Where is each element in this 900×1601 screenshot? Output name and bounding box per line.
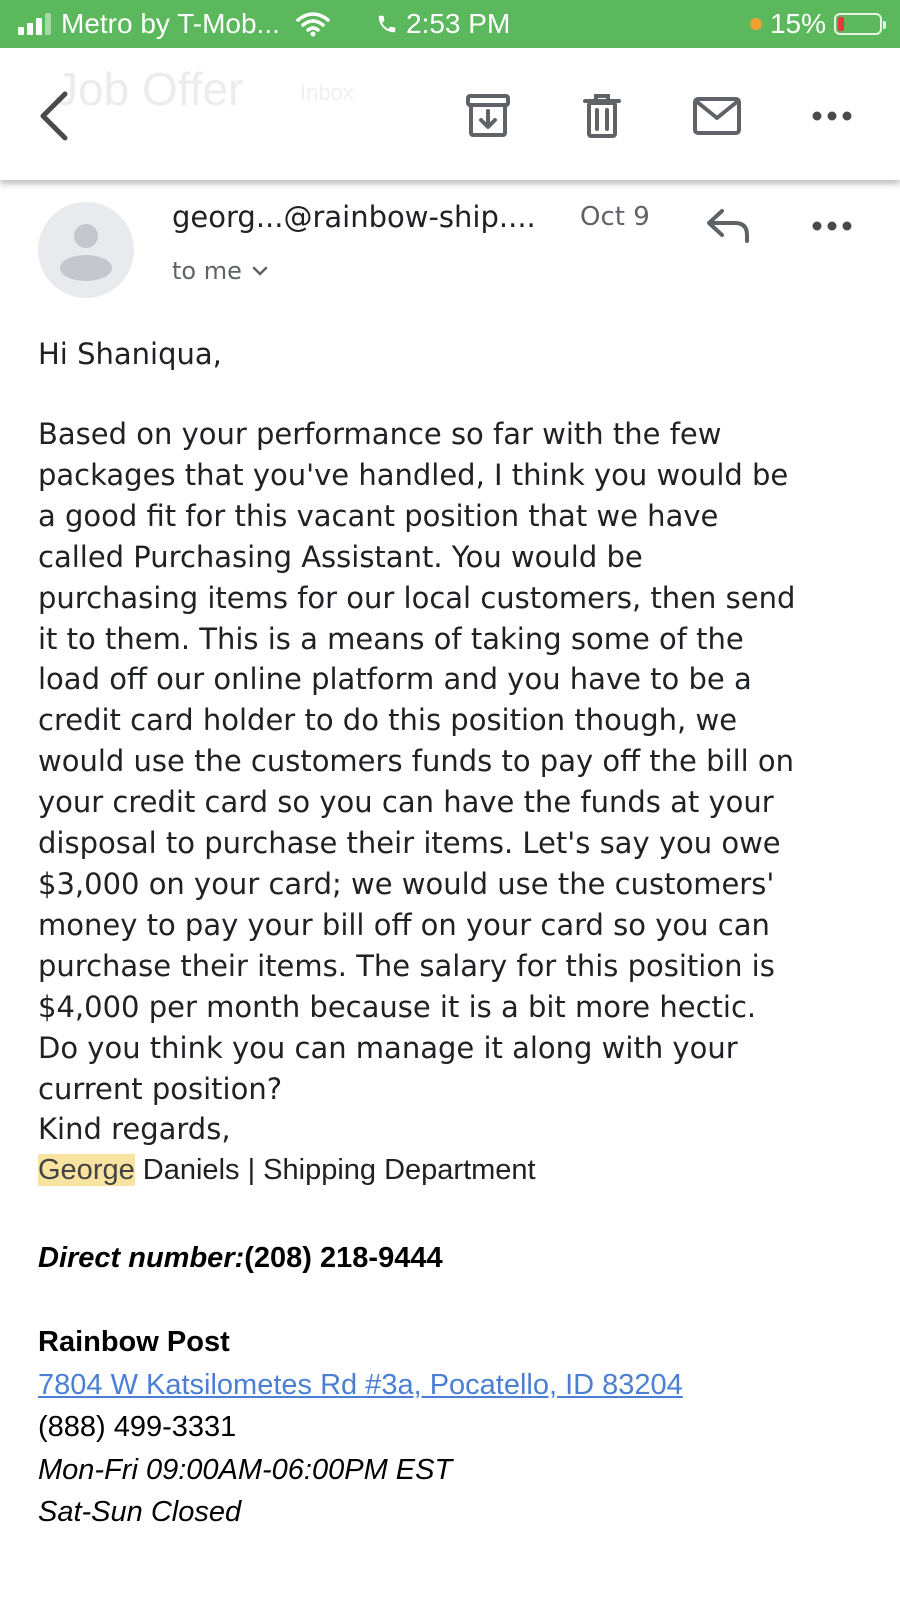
- body-line: purchasing items for our local customers, then send: [38, 580, 796, 615]
- body-line: purchase their items. The salary for this position is: [38, 948, 775, 983]
- body-line: current position?: [38, 1071, 283, 1106]
- business-hours: Mon-Fri 09:00AM-06:00PM EST: [38, 1454, 453, 1486]
- mark-unread-button[interactable]: [689, 88, 745, 144]
- body-line: $4,000 per month because it is a bit more hectic.: [38, 989, 757, 1024]
- company-phone[interactable]: (888) 499-3331: [38, 1411, 237, 1443]
- back-button[interactable]: [26, 88, 82, 144]
- body-line: a good fit for this vacant position that we have: [38, 498, 719, 533]
- more-icon: [812, 221, 852, 231]
- battery-group: [750, 8, 882, 40]
- message-more-button[interactable]: [804, 198, 860, 254]
- mail-icon: [692, 96, 742, 136]
- body-line: $3,000 on your card; we would use the customers': [38, 866, 775, 901]
- privacy-indicator-dot: [750, 18, 762, 30]
- wifi-icon: [296, 11, 330, 37]
- signature-name-line: [38, 1150, 868, 1191]
- trash-icon: [582, 93, 622, 139]
- highlighted-name: George: [38, 1154, 135, 1187]
- body-line: called Purchasing Assistant. You would be: [38, 539, 643, 574]
- body-line: money to pay your bill off on your card so you can: [38, 907, 770, 942]
- direct-number-line: [38, 1242, 443, 1275]
- more-icon: [812, 111, 852, 121]
- clock-time: 2:53 PM: [406, 8, 511, 39]
- recipients-toggle[interactable]: [172, 257, 268, 285]
- clock-group: [376, 8, 510, 40]
- phone-call-icon: [376, 13, 398, 35]
- sender-address[interactable]: georg...@rainbow-ship....: [172, 200, 536, 234]
- status-bar: [0, 0, 900, 48]
- signal-strength-icon: [18, 13, 51, 35]
- direct-number-label: Direct number:: [38, 1242, 245, 1274]
- body-line: would use the customers funds to pay off the bill on: [38, 744, 795, 779]
- battery-icon: [834, 13, 882, 35]
- more-options-button[interactable]: [804, 88, 860, 144]
- body-line: it to them. This is a means of taking some of the: [38, 621, 744, 656]
- body-line: disposal to purchase their items. Let's say you owe: [38, 826, 781, 861]
- body-line: load off our online platform and you have to be a: [38, 662, 752, 697]
- subject-title: Job Offer: [55, 63, 244, 115]
- weekend-hours: Sat-Sun Closed: [38, 1496, 242, 1528]
- message-body: [38, 414, 868, 1191]
- reply-button[interactable]: [700, 198, 756, 254]
- body-line: packages that you've handled, I think you would be: [38, 457, 789, 492]
- address-link[interactable]: 7804 W Katsilometes Rd #3a, Pocatello, ID 83204: [38, 1369, 683, 1401]
- carrier-group: [18, 8, 330, 40]
- chevron-down-icon: [252, 266, 268, 276]
- message-header: [0, 180, 900, 320]
- body-line: your credit card so you can have the funds at your: [38, 785, 774, 820]
- archive-button[interactable]: [460, 88, 516, 144]
- person-icon: [38, 202, 134, 298]
- recipients-label: to me: [172, 257, 242, 285]
- greeting: Hi Shaniqua,: [38, 337, 222, 371]
- body-line: Based on your performance so far with the few: [38, 417, 722, 451]
- company-name: Rainbow Post: [38, 1326, 230, 1358]
- message-date: Oct 9: [580, 202, 650, 232]
- direct-number[interactable]: (208) 218-9444: [244, 1242, 443, 1274]
- back-arrow-icon: [37, 90, 71, 142]
- archive-icon: [465, 93, 511, 139]
- battery-percent: 15%: [769, 8, 826, 39]
- body-line: Do you think you can manage it along with your: [38, 1030, 738, 1065]
- signature-rest: Daniels | Shipping Department: [134, 1154, 536, 1187]
- label-chip: Inbox: [300, 80, 354, 105]
- carrier-name: Metro by T-Mob...: [61, 8, 280, 39]
- body-line: Kind regards,: [38, 1112, 231, 1147]
- reply-icon: [705, 207, 751, 245]
- message-toolbar: [0, 48, 900, 180]
- delete-button[interactable]: [574, 88, 630, 144]
- avatar[interactable]: [38, 202, 134, 298]
- body-line: credit card holder to do this position though, we: [38, 703, 738, 738]
